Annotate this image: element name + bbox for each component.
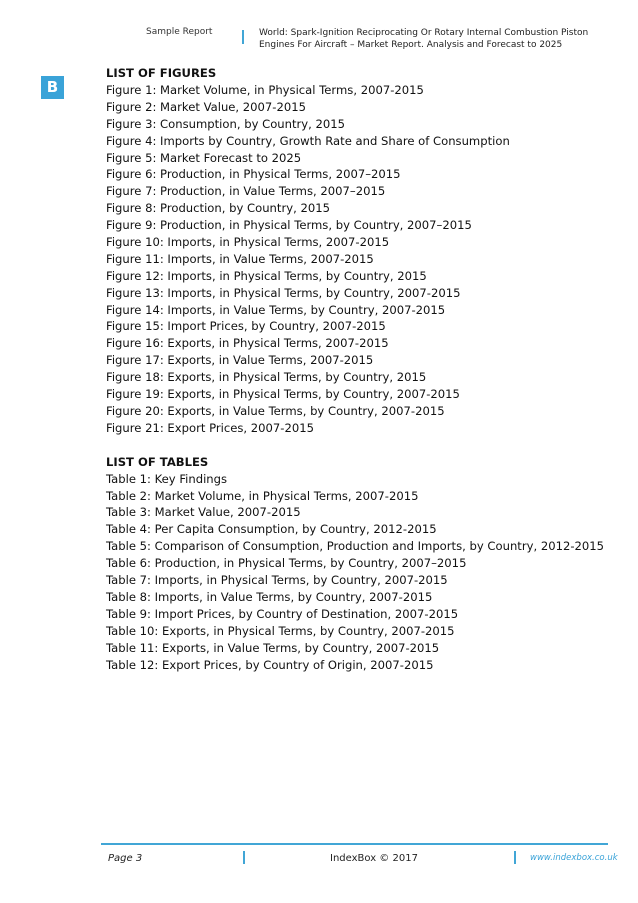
figure-list-item: Figure 10: Imports, in Physical Terms, 2007-2015 [106, 235, 390, 250]
indexbox-logo: B [41, 76, 64, 99]
footer-copyright: IndexBox © 2017 [330, 853, 418, 864]
figure-list-item: Figure 13: Imports, in Physical Terms, by Country, 2007-2015 [106, 285, 461, 300]
figure-list-item: Figure 6: Production, in Physical Terms, 2007–2015 [106, 167, 401, 182]
footer-divider [243, 851, 245, 864]
tables-list [106, 471, 606, 674]
table-list-item: Table 4: Per Capita Consumption, by Country, 2012-2015 [106, 522, 437, 537]
table-list-item: Table 9: Import Prices, by Country of Destination, 2007-2015 [106, 606, 459, 621]
table-list-item: Table 6: Production, in Physical Terms, by Country, 2007–2015 [106, 556, 467, 571]
figure-list-item: Figure 21: Export Prices, 2007-2015 [106, 420, 314, 435]
header-report-title: World: Spark-Ignition Reciprocating Or Rotary Internal Combustion Piston Engines For Aircraft – Market Report. Analysis and Forecast to 2025 [259, 28, 589, 50]
list-of-tables-heading: LIST OF TABLES [106, 454, 209, 469]
figure-list-item: Figure 16: Exports, in Physical Terms, 2007-2015 [106, 336, 389, 351]
table-list-item: Table 10: Exports, in Physical Terms, by Country, 2007-2015 [106, 623, 455, 638]
table-list-item: Table 11: Exports, in Value Terms, by Country, 2007-2015 [106, 640, 440, 655]
footer-website-link[interactable]: www.indexbox.co.uk [530, 853, 618, 863]
figure-list-item: Figure 5: Market Forecast to 2025 [106, 150, 302, 165]
table-list-item: Table 1: Key Findings [106, 471, 228, 486]
figure-list-item: Figure 11: Imports, in Value Terms, 2007-2015 [106, 251, 374, 266]
table-list-item: Table 12: Export Prices, by Country of Origin, 2007-2015 [106, 657, 434, 672]
figure-list-item: Figure 17: Exports, in Value Terms, 2007-2015 [106, 353, 374, 368]
list-of-figures-heading: LIST OF FIGURES [106, 66, 217, 80]
header-divider [242, 30, 244, 44]
header-report-label: Sample Report [146, 27, 213, 37]
figure-list-item: Figure 4: Imports by Country, Growth Rate and Share of Consumption [106, 133, 510, 148]
footer-divider [514, 851, 516, 864]
figure-list-item: Figure 7: Production, in Value Terms, 2007–2015 [106, 184, 386, 199]
section-spacer [106, 437, 606, 454]
document-body [106, 65, 606, 673]
figure-list-item: Figure 20: Exports, in Value Terms, by Country, 2007-2015 [106, 403, 445, 418]
figure-list-item: Figure 1: Market Volume, in Physical Terms, 2007-2015 [106, 83, 424, 97]
figure-list-item: Figure 18: Exports, in Physical Terms, by Country, 2015 [106, 370, 427, 385]
figure-list-item: Figure 19: Exports, in Physical Terms, by Country, 2007-2015 [106, 387, 460, 402]
table-list-item: Table 5: Comparison of Consumption, Production and Imports, by Country, 2012-2015 [106, 539, 605, 554]
table-list-item: Table 3: Market Value, 2007-2015 [106, 505, 301, 520]
page-number: Page 3 [108, 853, 143, 864]
footer-rule [101, 843, 608, 845]
table-list-item: Table 7: Imports, in Physical Terms, by Country, 2007-2015 [106, 573, 448, 588]
figure-list-item: Figure 3: Consumption, by Country, 2015 [106, 116, 346, 131]
figure-list-item: Figure 9: Production, in Physical Terms, by Country, 2007–2015 [106, 218, 472, 233]
figures-list [106, 82, 606, 437]
figure-list-item: Figure 14: Imports, in Value Terms, by Country, 2007-2015 [106, 302, 446, 317]
table-list-item: Table 2: Market Volume, in Physical Terms, 2007-2015 [106, 488, 419, 503]
figure-list-item: Figure 15: Import Prices, by Country, 2007-2015 [106, 319, 386, 334]
figure-list-item: Figure 8: Production, by Country, 2015 [106, 201, 330, 216]
table-list-item: Table 8: Imports, in Value Terms, by Country, 2007-2015 [106, 589, 433, 604]
figure-list-item: Figure 2: Market Value, 2007-2015 [106, 99, 306, 114]
figure-list-item: Figure 12: Imports, in Physical Terms, by Country, 2015 [106, 268, 427, 283]
